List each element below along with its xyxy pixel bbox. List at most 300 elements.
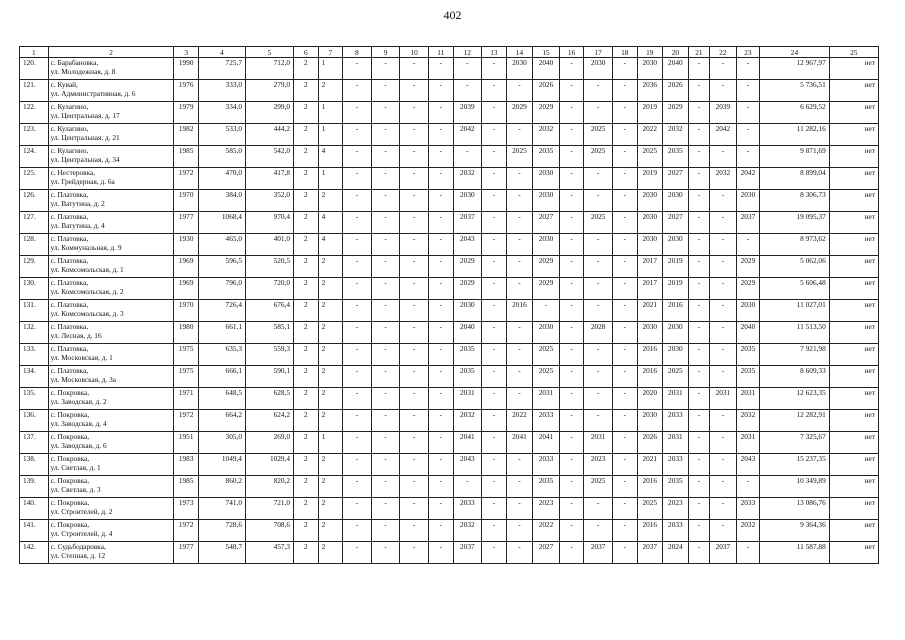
cell-c6: 2 <box>294 212 319 234</box>
cell-c12: 2040 <box>453 322 482 344</box>
address-street: ул. Заводская, д. 2 <box>50 397 107 406</box>
column-numbers-row <box>20 47 879 58</box>
cell-c21: - <box>688 388 709 410</box>
address-cell <box>48 256 174 278</box>
cell-c10: - <box>400 278 429 300</box>
cell-c9: - <box>371 432 400 454</box>
cell-c19: 2019 <box>637 102 663 124</box>
cell-year: 1969 <box>174 256 199 278</box>
cell-c20: 2027 <box>663 168 689 190</box>
cell-c16: - <box>559 432 584 454</box>
cell-c7: 2 <box>318 498 343 520</box>
cell-c20: 2033 <box>663 454 689 476</box>
cell-c5: 712,0 <box>245 58 293 80</box>
cell-c25: нет <box>829 278 878 300</box>
cell-c7: 4 <box>318 234 343 256</box>
cell-c6: 2 <box>294 80 319 102</box>
cell-c25: нет <box>829 234 878 256</box>
cell-c25: нет <box>829 212 878 234</box>
cell-c17: 2025 <box>584 212 613 234</box>
cell-c13: - <box>482 542 507 564</box>
cell-c20: 2035 <box>663 476 689 498</box>
table-row <box>20 124 879 146</box>
cell-c4: 470,0 <box>198 168 245 190</box>
column-number-cell: 10 <box>400 47 429 58</box>
cell-c20: 2031 <box>663 432 689 454</box>
cell-c9: - <box>371 256 400 278</box>
cell-c5: 628,5 <box>245 388 293 410</box>
cell-c10: - <box>400 366 429 388</box>
table-body <box>20 47 879 564</box>
address-cell <box>48 102 174 124</box>
cell-year: 1975 <box>174 366 199 388</box>
cell-c12: 2030 <box>453 300 482 322</box>
cell-c14: - <box>506 520 533 542</box>
cell-c21: - <box>688 102 709 124</box>
cell-c15: 2026 <box>533 80 560 102</box>
address-street: ул. Ватутина, д. 2 <box>50 199 105 208</box>
address-settlement: с. Покровка, <box>50 498 90 507</box>
cell-c5: 457,3 <box>245 542 293 564</box>
cell-c22: - <box>710 432 737 454</box>
cell-c7: 1 <box>318 124 343 146</box>
cell-c19: 2022 <box>637 124 663 146</box>
cell-c17: - <box>584 168 613 190</box>
cell-c21: - <box>688 58 709 80</box>
cell-c11: - <box>428 520 453 542</box>
column-number-cell: 9 <box>371 47 400 58</box>
cell-c10: - <box>400 454 429 476</box>
cell-c21: - <box>688 278 709 300</box>
cell-c22: - <box>710 344 737 366</box>
cell-c5: 585,1 <box>245 322 293 344</box>
column-number-cell: 6 <box>294 47 319 58</box>
address-cell <box>48 212 174 234</box>
cell-c8: - <box>343 212 372 234</box>
cell-c23: - <box>736 124 760 146</box>
cell-c7: 2 <box>318 190 343 212</box>
address-settlement: с. Платовка, <box>50 344 89 353</box>
cell-c13: - <box>482 344 507 366</box>
cell-c19: 2025 <box>637 498 663 520</box>
cell-c14: - <box>506 366 533 388</box>
cell-c23: 2029 <box>736 256 760 278</box>
cell-c8: - <box>343 366 372 388</box>
cell-c20: 2030 <box>663 322 689 344</box>
cell-c11: - <box>428 366 453 388</box>
address-cell <box>48 344 174 366</box>
cell-c20: 2024 <box>663 542 689 564</box>
cell-c11: - <box>428 58 453 80</box>
cell-c19: 2016 <box>637 344 663 366</box>
cell-c19: 2030 <box>637 190 663 212</box>
cell-year: 1971 <box>174 388 199 410</box>
cell-c25: нет <box>829 124 878 146</box>
table-row <box>20 388 879 410</box>
cell-c7: 2 <box>318 344 343 366</box>
cell-c24: 11 027,01 <box>760 300 830 322</box>
cell-c23: - <box>736 146 760 168</box>
table-row <box>20 520 879 542</box>
cell-c8: - <box>343 476 372 498</box>
address-street: ул. Московская, д. 1 <box>50 353 113 362</box>
cell-c8: - <box>343 520 372 542</box>
cell-c7: 1 <box>318 102 343 124</box>
cell-c17: - <box>584 388 613 410</box>
cell-c24: 12 967,97 <box>760 58 830 80</box>
column-number-cell: 12 <box>453 47 482 58</box>
address-street: ул. Центральная, д. 34 <box>50 155 120 164</box>
cell-c10: - <box>400 520 429 542</box>
table-row <box>20 498 879 520</box>
cell-c20: 2026 <box>663 80 689 102</box>
cell-c16: - <box>559 234 584 256</box>
cell-c7: 1 <box>318 432 343 454</box>
cell-c7: 4 <box>318 146 343 168</box>
row-number-cell: 134. <box>20 366 49 388</box>
row-number-cell: 124. <box>20 146 49 168</box>
cell-c5: 820,2 <box>245 476 293 498</box>
cell-c13: - <box>482 278 507 300</box>
cell-c13: - <box>482 454 507 476</box>
cell-c9: - <box>371 410 400 432</box>
cell-c10: - <box>400 476 429 498</box>
cell-c17: - <box>584 366 613 388</box>
cell-c25: нет <box>829 300 878 322</box>
table-row <box>20 322 879 344</box>
cell-c12: 2033 <box>453 498 482 520</box>
cell-c20: 2025 <box>663 366 689 388</box>
cell-c14: - <box>506 454 533 476</box>
column-number-cell: 16 <box>559 47 584 58</box>
cell-c7: 1 <box>318 168 343 190</box>
cell-c8: - <box>343 454 372 476</box>
address-cell <box>48 322 174 344</box>
cell-c11: - <box>428 278 453 300</box>
cell-c10: - <box>400 344 429 366</box>
cell-c21: - <box>688 168 709 190</box>
cell-c4: 728,6 <box>198 520 245 542</box>
cell-c14: - <box>506 498 533 520</box>
cell-c20: 2030 <box>663 234 689 256</box>
cell-c8: - <box>343 344 372 366</box>
cell-c8: - <box>343 278 372 300</box>
row-number-cell: 129. <box>20 256 49 278</box>
table-row <box>20 344 879 366</box>
address-street: ул. Степная, д. 12 <box>50 551 106 560</box>
cell-c25: нет <box>829 190 878 212</box>
cell-c23: 2035 <box>736 344 760 366</box>
cell-c22: 2032 <box>710 168 737 190</box>
cell-year: 1977 <box>174 542 199 564</box>
column-number-cell: 20 <box>663 47 689 58</box>
cell-c11: - <box>428 432 453 454</box>
cell-c7: 2 <box>318 300 343 322</box>
cell-c8: - <box>343 322 372 344</box>
cell-c13: - <box>482 212 507 234</box>
cell-c13: - <box>482 190 507 212</box>
cell-c11: - <box>428 454 453 476</box>
cell-c12: - <box>453 476 482 498</box>
cell-c23: 2033 <box>736 498 760 520</box>
cell-c18: - <box>612 388 637 410</box>
cell-c8: - <box>343 190 372 212</box>
cell-c15: 2029 <box>533 256 560 278</box>
cell-c11: - <box>428 498 453 520</box>
address-settlement: с. Покровка, <box>50 520 90 529</box>
column-number-cell: 7 <box>318 47 343 58</box>
cell-c17: - <box>584 344 613 366</box>
cell-c23: 2031 <box>736 388 760 410</box>
address-settlement: с. Покровка, <box>50 476 90 485</box>
cell-c8: - <box>343 300 372 322</box>
cell-c9: - <box>371 102 400 124</box>
cell-c19: 2037 <box>637 542 663 564</box>
cell-c4: 1068,4 <box>198 212 245 234</box>
cell-c5: 299,0 <box>245 102 293 124</box>
cell-c14: 2029 <box>506 102 533 124</box>
cell-year: 1976 <box>174 80 199 102</box>
cell-c25: нет <box>829 322 878 344</box>
cell-year: 1980 <box>174 322 199 344</box>
cell-c15: 2030 <box>533 190 560 212</box>
cell-c10: - <box>400 102 429 124</box>
cell-c8: - <box>343 498 372 520</box>
cell-c19: 2030 <box>637 410 663 432</box>
cell-c4: 333,0 <box>198 80 245 102</box>
cell-c14: - <box>506 322 533 344</box>
cell-c24: 15 237,35 <box>760 454 830 476</box>
cell-c4: 664,2 <box>198 410 245 432</box>
cell-c7: 2 <box>318 454 343 476</box>
cell-c18: - <box>612 146 637 168</box>
cell-c15: 2029 <box>533 278 560 300</box>
cell-c4: 726,4 <box>198 300 245 322</box>
address-settlement: с. Нестеровка, <box>50 168 96 177</box>
cell-c15: 2027 <box>533 212 560 234</box>
address-settlement: с. Покровка, <box>50 432 90 441</box>
cell-c12: - <box>453 80 482 102</box>
row-number-cell: 122. <box>20 102 49 124</box>
address-settlement: с. Покровка, <box>50 388 90 397</box>
column-number-cell: 13 <box>482 47 507 58</box>
cell-c12: 2031 <box>453 388 482 410</box>
cell-c11: - <box>428 476 453 498</box>
cell-c6: 2 <box>294 146 319 168</box>
cell-c4: 741,0 <box>198 498 245 520</box>
address-cell <box>48 432 174 454</box>
table-row <box>20 190 879 212</box>
address-street: ул. Комсомольская, д. 3 <box>50 309 124 318</box>
cell-c17: - <box>584 498 613 520</box>
cell-c20: 2030 <box>663 190 689 212</box>
cell-c10: - <box>400 190 429 212</box>
address-settlement: с. Платовка, <box>50 256 89 265</box>
cell-c9: - <box>371 476 400 498</box>
cell-year: 1972 <box>174 168 199 190</box>
cell-c12: 2032 <box>453 168 482 190</box>
table-row <box>20 212 879 234</box>
cell-c16: - <box>559 476 584 498</box>
cell-c23: 2029 <box>736 278 760 300</box>
cell-c5: 721,0 <box>245 498 293 520</box>
cell-c21: - <box>688 454 709 476</box>
cell-c11: - <box>428 124 453 146</box>
cell-c7: 2 <box>318 256 343 278</box>
cell-c9: - <box>371 366 400 388</box>
table-row <box>20 234 879 256</box>
cell-c13: - <box>482 498 507 520</box>
cell-c6: 2 <box>294 388 319 410</box>
cell-c5: 624,2 <box>245 410 293 432</box>
cell-c9: - <box>371 234 400 256</box>
column-number-cell: 1 <box>20 47 49 58</box>
cell-c19: 2016 <box>637 520 663 542</box>
cell-year: 1970 <box>174 300 199 322</box>
cell-c8: - <box>343 234 372 256</box>
cell-c7: 2 <box>318 520 343 542</box>
cell-c4: 305,0 <box>198 432 245 454</box>
cell-c9: - <box>371 58 400 80</box>
cell-c22: - <box>710 476 737 498</box>
cell-c15: - <box>533 300 560 322</box>
address-cell <box>48 476 174 498</box>
address-street: ул. Светлая, д. 3 <box>50 485 101 494</box>
address-cell <box>48 80 174 102</box>
address-cell <box>48 124 174 146</box>
page-number: 402 <box>443 8 462 22</box>
cell-c22: - <box>710 520 737 542</box>
cell-c17: - <box>584 300 613 322</box>
cell-c6: 2 <box>294 58 319 80</box>
cell-c8: - <box>343 80 372 102</box>
table-row <box>20 542 879 564</box>
cell-c13: - <box>482 410 507 432</box>
cell-c12: - <box>453 58 482 80</box>
cell-c8: - <box>343 256 372 278</box>
cell-c12: 2035 <box>453 344 482 366</box>
column-number-cell: 21 <box>688 47 709 58</box>
cell-c24: 19 095,37 <box>760 212 830 234</box>
cell-c9: - <box>371 190 400 212</box>
cell-c15: 2035 <box>533 146 560 168</box>
cell-c23: - <box>736 234 760 256</box>
cell-c5: 269,0 <box>245 432 293 454</box>
cell-c9: - <box>371 212 400 234</box>
cell-c17: 2030 <box>584 58 613 80</box>
cell-c11: - <box>428 146 453 168</box>
cell-c17: 2028 <box>584 322 613 344</box>
cell-c16: - <box>559 322 584 344</box>
cell-c10: - <box>400 146 429 168</box>
cell-c20: 2016 <box>663 300 689 322</box>
cell-c4: 334,0 <box>198 102 245 124</box>
cell-c17: 2023 <box>584 454 613 476</box>
cell-c13: - <box>482 102 507 124</box>
cell-year: 1983 <box>174 454 199 476</box>
cell-c22: - <box>710 212 737 234</box>
cell-c21: - <box>688 124 709 146</box>
cell-c15: 2029 <box>533 102 560 124</box>
cell-c22: - <box>710 256 737 278</box>
cell-c7: 2 <box>318 388 343 410</box>
cell-c6: 2 <box>294 168 319 190</box>
table-row <box>20 432 879 454</box>
cell-c5: 708,6 <box>245 520 293 542</box>
cell-c5: 520,5 <box>245 256 293 278</box>
cell-c14: - <box>506 344 533 366</box>
cell-c25: нет <box>829 366 878 388</box>
cell-c13: - <box>482 366 507 388</box>
cell-c12: 2042 <box>453 124 482 146</box>
cell-c11: - <box>428 300 453 322</box>
cell-c11: - <box>428 212 453 234</box>
row-number-cell: 130. <box>20 278 49 300</box>
cell-c21: - <box>688 344 709 366</box>
cell-year: 1985 <box>174 146 199 168</box>
address-settlement: с. Платовка, <box>50 234 89 243</box>
cell-c25: нет <box>829 256 878 278</box>
cell-c25: нет <box>829 344 878 366</box>
cell-c18: - <box>612 102 637 124</box>
row-number-cell: 141. <box>20 520 49 542</box>
cell-c17: - <box>584 190 613 212</box>
cell-c18: - <box>612 410 637 432</box>
table-row <box>20 476 879 498</box>
cell-c13: - <box>482 476 507 498</box>
cell-c9: - <box>371 498 400 520</box>
cell-c23: - <box>736 102 760 124</box>
cell-c10: - <box>400 300 429 322</box>
cell-c18: - <box>612 366 637 388</box>
cell-year: 1930 <box>174 234 199 256</box>
cell-c6: 2 <box>294 234 319 256</box>
cell-c12: 2035 <box>453 366 482 388</box>
cell-c9: - <box>371 300 400 322</box>
cell-c17: - <box>584 234 613 256</box>
cell-c21: - <box>688 80 709 102</box>
cell-c8: - <box>343 58 372 80</box>
column-number-cell: 15 <box>533 47 560 58</box>
address-street: ул. Строителей, д. 2 <box>50 507 113 516</box>
cell-c22: 2031 <box>710 388 737 410</box>
table-row <box>20 300 879 322</box>
cell-c21: - <box>688 190 709 212</box>
cell-c24: 8 973,62 <box>760 234 830 256</box>
cell-c11: - <box>428 234 453 256</box>
address-cell <box>48 454 174 476</box>
cell-c20: 2029 <box>663 102 689 124</box>
cell-c16: - <box>559 168 584 190</box>
cell-c16: - <box>559 542 584 564</box>
cell-c11: - <box>428 102 453 124</box>
address-cell <box>48 168 174 190</box>
cell-c8: - <box>343 124 372 146</box>
cell-c23: 2032 <box>736 410 760 432</box>
row-number-cell: 132. <box>20 322 49 344</box>
cell-c23: 2030 <box>736 300 760 322</box>
cell-c25: нет <box>829 58 878 80</box>
cell-c6: 2 <box>294 410 319 432</box>
cell-c5: 352,0 <box>245 190 293 212</box>
row-number-cell: 135. <box>20 388 49 410</box>
cell-c11: - <box>428 322 453 344</box>
cell-c13: - <box>482 388 507 410</box>
cell-c15: 2030 <box>533 168 560 190</box>
cell-c16: - <box>559 454 584 476</box>
cell-c25: нет <box>829 432 878 454</box>
cell-c16: - <box>559 278 584 300</box>
